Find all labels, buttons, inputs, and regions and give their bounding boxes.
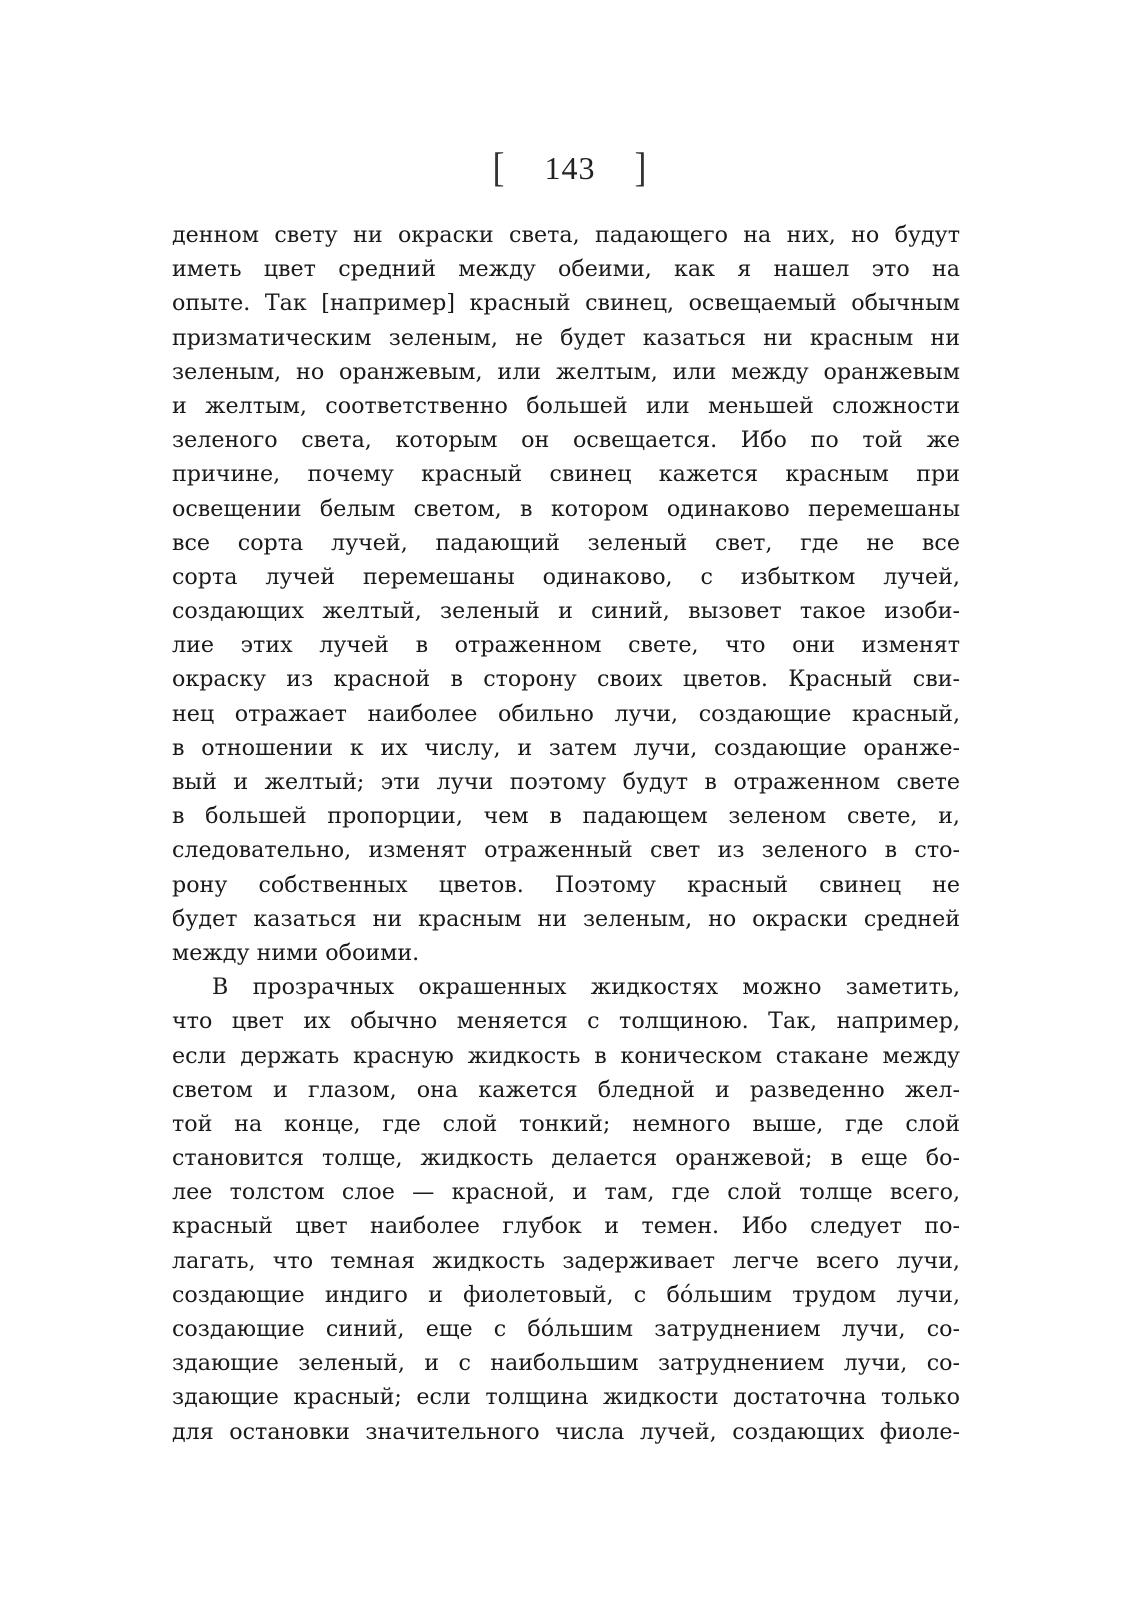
text-line: зеленым, но оранжевым, или желтым, или между оранжевым <box>172 358 960 385</box>
text-line: создающих желтый, зеленый и синий, вызовет такое изоби- <box>172 598 960 625</box>
text-line: нец отражает наиболее обильно лучи, создающие красный, <box>172 700 960 727</box>
text-line: между ними обоими. <box>172 939 420 966</box>
text-line: вый и желтый; эти лучи поэтому будут в отраженном свете <box>172 769 960 795</box>
text-line: зеленого света, которым он освещается. Ибо по той же <box>172 427 960 454</box>
text-line: в большей пропорции, чем в падающем зеленом свете, и, <box>172 803 960 830</box>
text-line: сорта лучей перемешаны одинаково, с избытком лучей, <box>172 563 960 590</box>
text-line: денном свету ни окраски света, падающего на них, но будут <box>172 222 960 248</box>
body-text <box>172 218 960 1449</box>
right-bracket: ] <box>634 144 648 190</box>
text-line: освещении белым светом, в котором одинаково перемешаны <box>172 495 960 522</box>
text-line: лие этих лучей в отраженном свете, что они изменят <box>172 632 960 659</box>
text-line: лее толстом слое — красной, и там, где слой толще всего, <box>172 1179 960 1206</box>
text-line: причине, почему красный свинец кажется красным при <box>172 461 960 488</box>
text-line: призматическим зеленым, не будет казаться ни красным ни <box>172 324 960 351</box>
text-line: и желтым, соответственно большей или меньшей сложности <box>172 392 960 419</box>
text-line: становится толще, жидкость делается оранжевой; в еще бо- <box>172 1145 960 1172</box>
text-line: здающие зеленый, и с наибольшим затруднением лучи, со- <box>172 1350 960 1377</box>
text-line: иметь цвет средний между обеими, как я нашел это на <box>172 256 960 283</box>
text-line: будет казаться ни красным ни зеленым, но окраски средней <box>172 905 960 932</box>
text-line: в отношении к их числу, и затем лучи, создающие оранже- <box>172 734 960 761</box>
text-line: создающие синий, еще с бо́льшим затруднением лучи, со- <box>172 1316 960 1342</box>
page-number-header <box>0 146 1140 188</box>
text-line: красный цвет наиболее глубок и темен. Ибо следует по- <box>172 1213 960 1240</box>
text-line: окраску из красной в сторону своих цветов. Красный сви- <box>172 666 960 693</box>
paragraph-2 <box>172 970 960 1449</box>
text-line: что цвет их обычно меняется с толщиною. Так, например, <box>172 1008 960 1035</box>
text-line: здающие красный; если толщина жидкости достаточна только <box>172 1384 960 1411</box>
text-line: все сорта лучей, падающий зеленый свет, где не все <box>172 529 960 556</box>
text-line: опыте. Так [например] красный свинец, освещаемый обычным <box>172 290 960 317</box>
text-line: если держать красную жидкость в коническом стакане между <box>172 1042 960 1069</box>
text-line: светом и глазом, она кажется бледной и разведенно жел- <box>172 1076 960 1103</box>
text-line: лагать, что темная жидкость задерживает легче всего лучи, <box>172 1247 960 1274</box>
left-bracket: [ <box>492 144 506 190</box>
text-line: для остановки значительного числа лучей, создающих фиоле- <box>172 1418 960 1445</box>
text-line: следовательно, изменят отраженный свет из зеленого в сто- <box>172 837 960 864</box>
text-line: создающие индиго и фиолетовый, с бо́льшим трудом лучи, <box>172 1281 960 1308</box>
paragraph-1 <box>172 218 960 970</box>
page-number: 143 <box>544 150 596 186</box>
text-line: рону собственных цветов. Поэтому красный свинец не <box>172 871 960 898</box>
text-line: той на конце, где слой тонкий; немного выше, где слой <box>172 1110 960 1137</box>
text-line: В прозрачных окрашенных жидкостях можно заметить, <box>212 974 960 1001</box>
